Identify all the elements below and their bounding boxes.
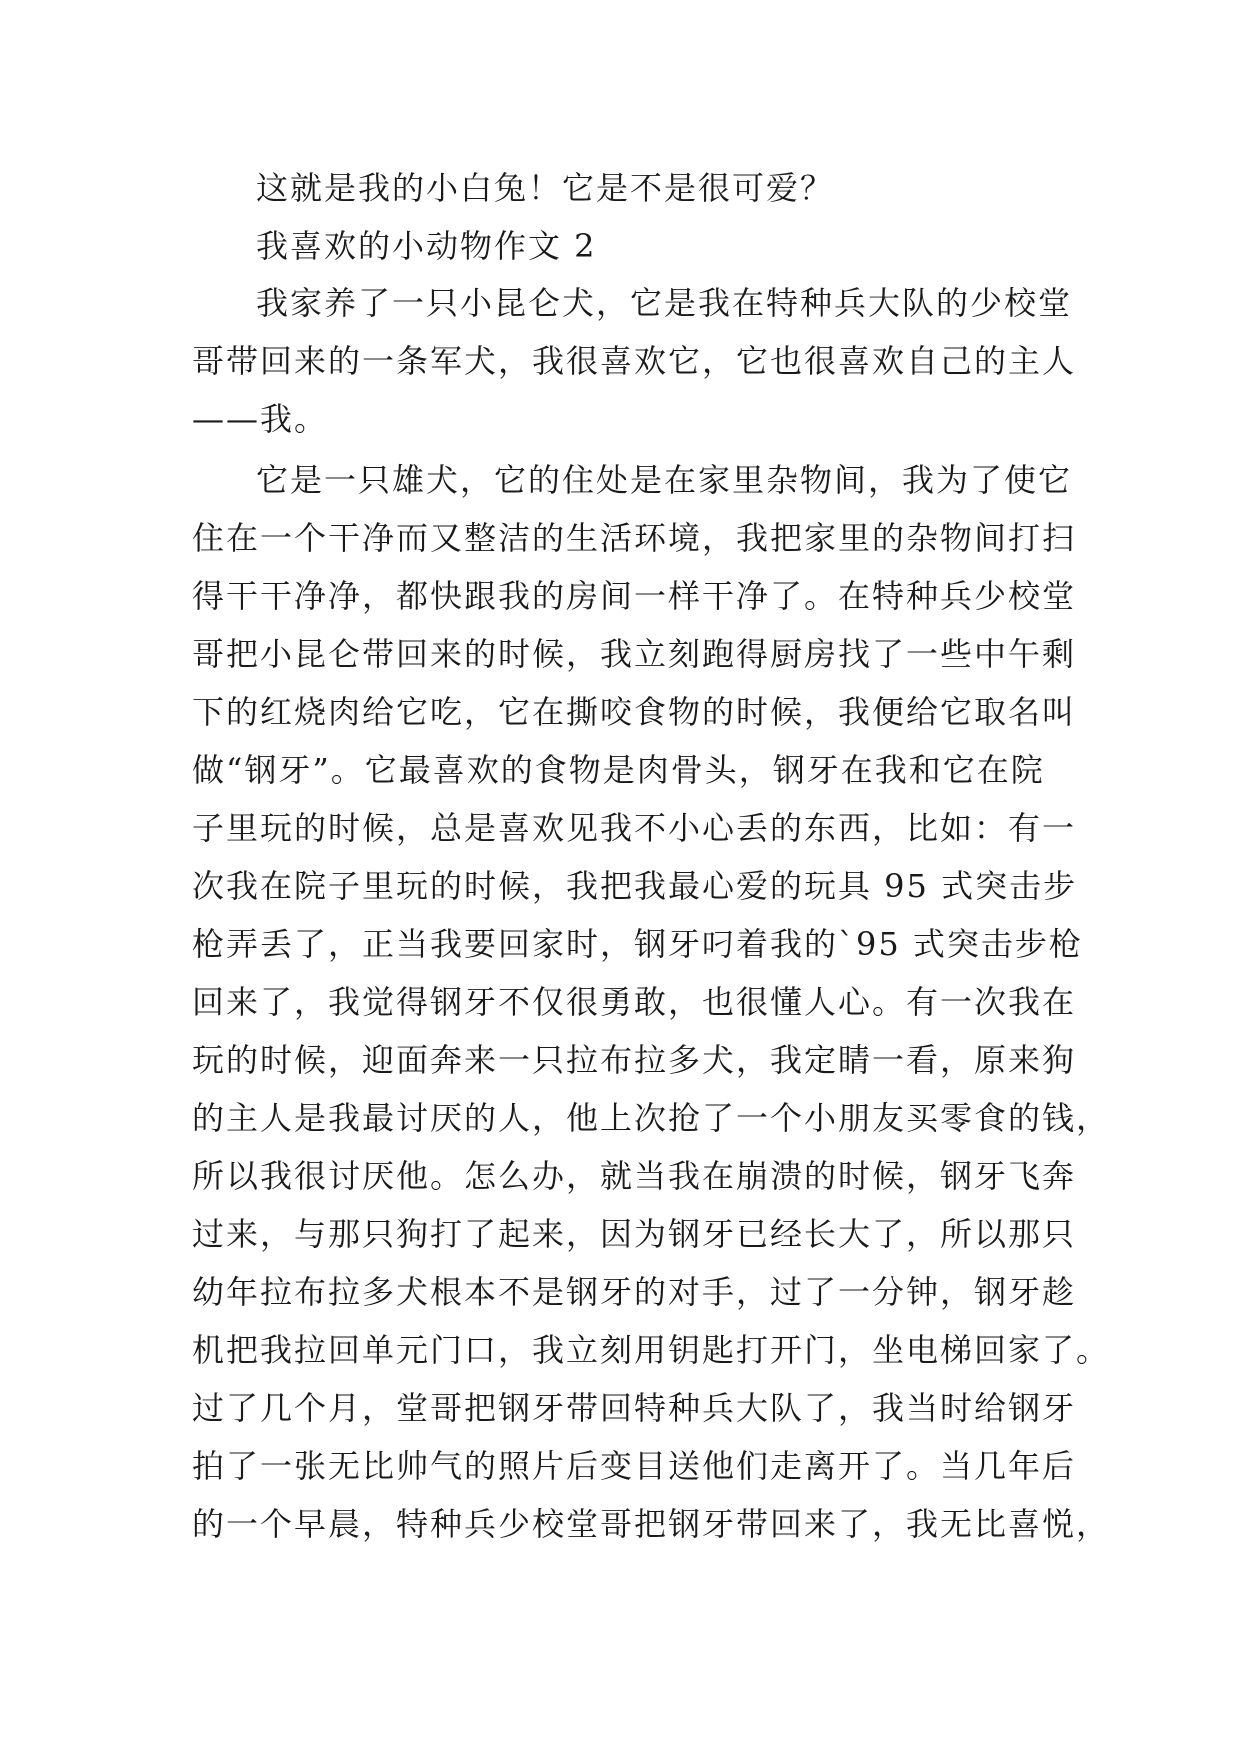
text-line: 它是一只雄犬，它的住处是在家里杂物间，我为了使它 bbox=[256, 461, 1073, 499]
text-line: 哥把小昆仑带回来的时候，我立刻跑得厨房找了一些中午剩 bbox=[192, 635, 1077, 673]
section-heading: 我喜欢的小动物作文 2 bbox=[256, 227, 597, 265]
text-line: 过来，与那只狗打了起来，因为钢牙已经长大了，所以那只 bbox=[192, 1215, 1077, 1253]
text-line: 子里玩的时候，总是喜欢见我不小心丢的东西，比如：有一 bbox=[192, 809, 1077, 847]
text-line: 过了几个月，堂哥把钢牙带回特种兵大队了，我当时给钢牙 bbox=[192, 1389, 1077, 1427]
text-line: 机把我拉回单元门口，我立刻用钥匙打开门，坐电梯回家了。 bbox=[192, 1331, 1111, 1369]
text-line: 我家养了一只小昆仑犬，它是我在特种兵大队的少校堂 bbox=[256, 284, 1073, 322]
text-line: 的一个早晨，特种兵少校堂哥把钢牙带回来了，我无比喜悦， bbox=[192, 1505, 1111, 1543]
text-line: 拍了一张无比帅气的照片后变目送他们走离开了。当几年后 bbox=[192, 1447, 1077, 1485]
text-line: 下的红烧肉给它吃，它在撕咬食物的时候，我便给它取名叫 bbox=[192, 693, 1077, 731]
text-line: ——我。 bbox=[192, 400, 329, 438]
text-line: 住在一个干净而又整洁的生活环境，我把家里的杂物间打扫 bbox=[192, 519, 1077, 557]
text-line: 哥带回来的一条军犬，我很喜欢它，它也很喜欢自己的主人 bbox=[192, 342, 1077, 380]
text-line: 次我在院子里玩的时候，我把我最心爱的玩具 95 式突击步 bbox=[192, 867, 1078, 905]
text-line: 回来了，我觉得钢牙不仅很勇敢，也很懂人心。有一次我在 bbox=[192, 983, 1077, 1021]
text-line: 所以我很讨厌他。怎么办，就当我在崩溃的时候，钢牙飞奔 bbox=[192, 1157, 1077, 1195]
text-line: 这就是我的小白兔！它是不是很可爱？ bbox=[256, 169, 835, 207]
text-line: 得干干净净，都快跟我的房间一样干净了。在特种兵少校堂 bbox=[192, 577, 1077, 615]
text-line: 幼年拉布拉多犬根本不是钢牙的对手，过了一分钟，钢牙趁 bbox=[192, 1273, 1077, 1311]
text-line: 枪弄丢了，正当我要回家时，钢牙叼着我的`95 式突击步枪 bbox=[192, 925, 1083, 963]
text-line: 玩的时候，迎面奔来一只拉布拉多犬，我定睛一看，原来狗 bbox=[192, 1041, 1077, 1079]
text-line: 的主人是我最讨厌的人，他上次抢了一个小朋友买零食的钱， bbox=[192, 1099, 1111, 1137]
text-line: 做“钢牙”。它最喜欢的食物是肉骨头，钢牙在我和它在院 bbox=[192, 751, 1045, 789]
